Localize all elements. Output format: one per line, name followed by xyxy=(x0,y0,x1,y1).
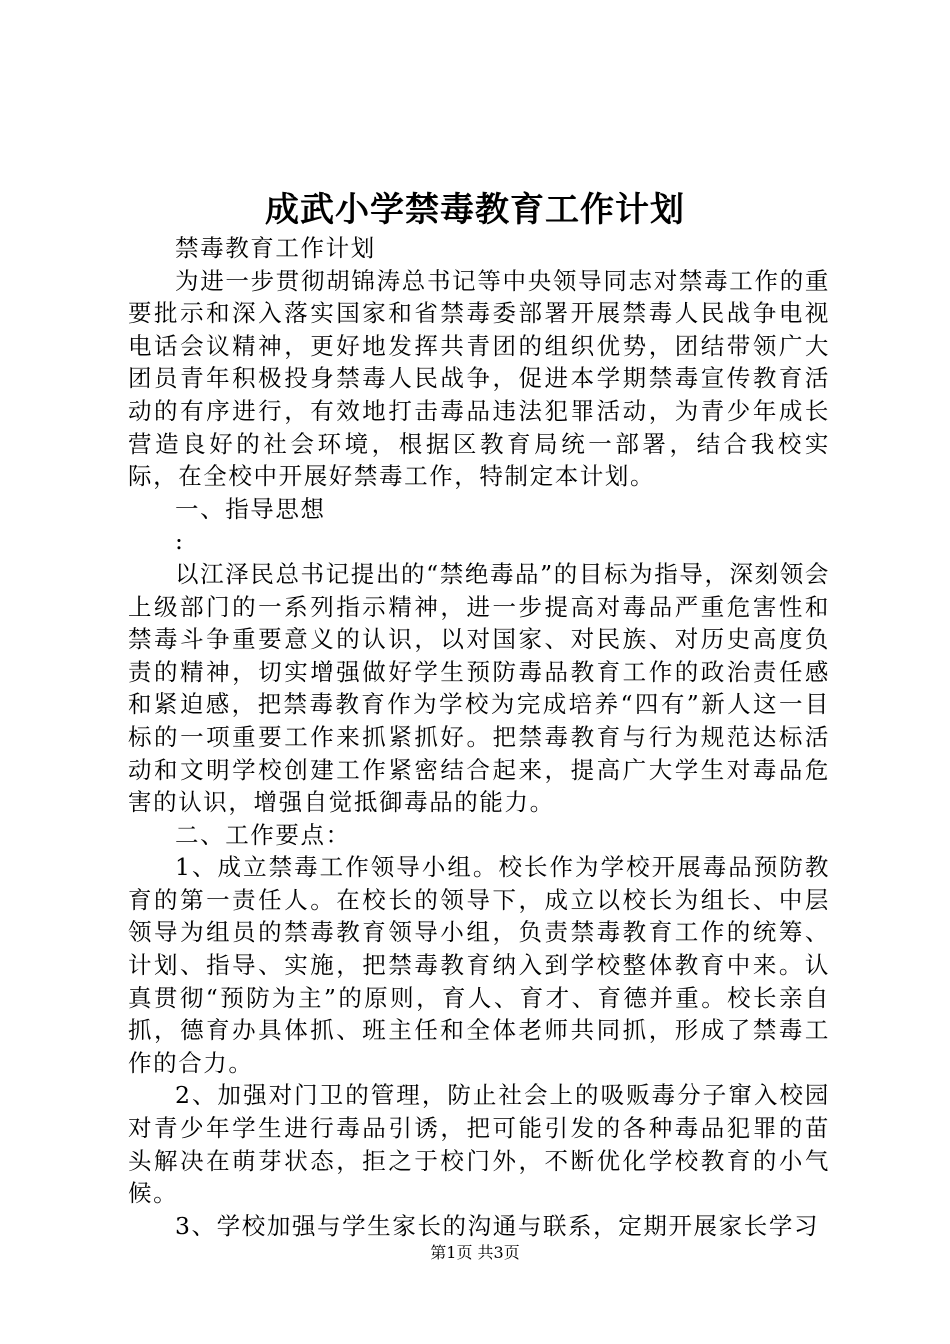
heading-guiding-thought: 一、指导思想 xyxy=(175,494,326,523)
paragraph-colon: : xyxy=(175,527,185,556)
paragraph-point-2: 2、加强对门卫的管理，防止社会上的吸贩毒分子窜入校园对青少年学生进行毒品引诱，把可能引发的各种毒品犯罪的苗头解决在萌芽状态，拒之于校门外，不断优化学校教育的小气候。 xyxy=(128,1081,830,1208)
paragraph-point-1: 1、成立禁毒工作领导小组。校长作为学校开展毒品预防教育的第一责任人。在校长的领导下，成立以校长为组长、中层领导为组员的禁毒教育领导小组，负责禁毒教育工作的统筹、计划、指导、实施，把禁毒教育纳入到学校整体教育中来。认真贯彻“预防为主”的原则，育人、育才、育德并重。校长亲自抓，德育办具体抓、班主任和全体老师共同抓，形成了禁毒工作的合力。 xyxy=(128,853,830,1077)
paragraph-intro: 为进一步贯彻胡锦涛总书记等中央领导同志对禁毒工作的重要批示和深入落实国家和省禁毒委部署开展禁毒人民战争电视电话会议精神，更好地发挥共青团的组织优势，团结带领广大团员青年积极投身禁毒人民战争，促进本学期禁毒宣传教育活动的有序进行，有效地打击毒品违法犯罪活动，为青少年成长营造良好的社会环境，根据区教育局统一部署，结合我校实际，在全校中开展好禁毒工作，特制定本计划。 xyxy=(128,266,830,491)
heading-work-points: 二、工作要点： xyxy=(175,820,351,849)
paragraph-point-3: 3、学校加强与学生家长的沟通与联系，定期开展家长学习 xyxy=(175,1211,820,1240)
document-title: 成武小学禁毒教育工作计划 xyxy=(265,190,685,230)
paragraph-guiding-thought: 以江泽民总书记提出的“禁绝毒品”的目标为指导，深刻领会上级部门的一系列指示精神，进一步提高对毒品严重危害性和禁毒斗争重要意义的认识，以对国家、对民族、对历史高度负责的精神，切实增强做好学生预防毒品教育工作的政治责任感和紧迫感，把禁毒教育作为学校为完成培养“四有”新人这一目标的一项重要工作来抓紧抓好。把禁毒教育与行为规范达标活动和文明学校创建工作紧密结合起来，提高广大学生对毒品危害的认识，增强自觉抵御毒品的能力。 xyxy=(128,559,830,817)
paragraph-subtitle: 禁毒教育工作计划 xyxy=(175,234,376,262)
document-body xyxy=(128,232,830,1242)
page-footer: 第1页 共3页 xyxy=(430,1243,520,1262)
